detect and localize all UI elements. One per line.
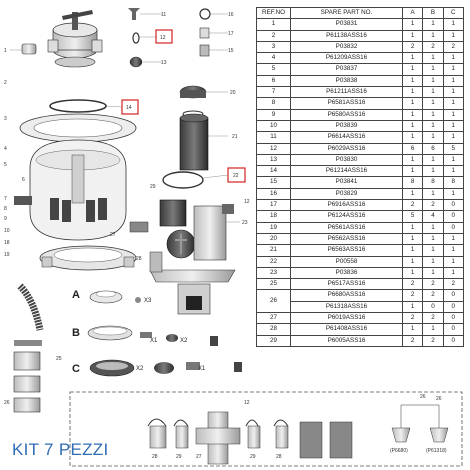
callout-3: 3 xyxy=(4,116,7,122)
cell-a: 1 xyxy=(403,75,423,86)
cell-c: 1 xyxy=(443,109,463,120)
cell-b: 1 xyxy=(423,245,443,256)
cell-a: 1 xyxy=(403,87,423,98)
cell-c: 2 xyxy=(443,41,463,52)
cell-part: P61408ASS16 xyxy=(291,324,403,335)
cell-b: 8 xyxy=(423,177,443,188)
cell-b: 1 xyxy=(423,53,443,64)
cell-a: 1 xyxy=(403,109,423,120)
table-row xyxy=(257,30,464,41)
callout-13: 13 xyxy=(161,60,167,66)
cell-c: 1 xyxy=(443,64,463,75)
callout-6: 6 xyxy=(22,177,25,183)
cell-a: 2 xyxy=(403,290,423,301)
qty-x1b: X1 xyxy=(198,366,206,372)
cell-part: P6029ASS16 xyxy=(291,143,403,154)
cell-ref: 29 xyxy=(257,335,291,346)
callout-12b: 12 xyxy=(244,199,250,205)
cell-b: 1 xyxy=(423,30,443,41)
callout-21: 21 xyxy=(232,134,238,140)
cell-a: 2 xyxy=(403,200,423,211)
cell-c: 0 xyxy=(443,313,463,324)
cell-c: 1 xyxy=(443,154,463,165)
table-row xyxy=(257,120,464,131)
cell-ref: 14 xyxy=(257,166,291,177)
kit-label-p61318: (P61318) xyxy=(426,448,447,454)
spare-parts-table xyxy=(256,7,464,347)
cell-c: 0 xyxy=(443,335,463,346)
cell-c: 0 xyxy=(443,222,463,233)
table-row xyxy=(257,19,464,30)
callout-25: 25 xyxy=(56,356,62,362)
handle-knob xyxy=(22,44,36,54)
cell-a: 1 xyxy=(403,120,423,131)
kit-label-27: 27 xyxy=(196,454,202,460)
callout-26: 26 xyxy=(4,400,10,406)
cell-part: P03836 xyxy=(291,267,403,278)
cell-c: 1 xyxy=(443,75,463,86)
cell-b: 1 xyxy=(423,222,443,233)
kit-title: KIT 7 PEZZI xyxy=(12,440,109,459)
small-parts-column xyxy=(128,8,210,67)
cell-part: P00558 xyxy=(291,256,403,267)
cell-part: P61214ASS16 xyxy=(291,166,403,177)
callout-17: 17 xyxy=(228,31,234,37)
cell-ref: 13 xyxy=(257,154,291,165)
cell-b: 1 xyxy=(423,132,443,143)
strainer-basket xyxy=(180,114,208,170)
cell-c: 1 xyxy=(443,98,463,109)
callout-29: 29 xyxy=(150,184,156,190)
cell-a: 1 xyxy=(403,53,423,64)
tank-base xyxy=(40,246,136,270)
table-row xyxy=(257,154,464,165)
cell-c: 1 xyxy=(443,132,463,143)
cell-b: 1 xyxy=(423,166,443,177)
table-row xyxy=(257,53,464,64)
cell-c: 0 xyxy=(443,211,463,222)
cell-b: 1 xyxy=(423,19,443,30)
cell-part: P03838 xyxy=(291,75,403,86)
cell-b: 1 xyxy=(423,120,443,131)
variant-c-label: C xyxy=(72,363,80,375)
cell-ref: 19 xyxy=(257,222,291,233)
cell-part: P6124ASS16 xyxy=(291,211,403,222)
callout-9: 9 xyxy=(4,216,7,222)
callout-18: 18 xyxy=(4,240,10,246)
callout-8: 8 xyxy=(4,206,7,212)
callout-7: 7 xyxy=(4,196,7,202)
cell-b: 1 xyxy=(423,267,443,278)
kit-label-26: 26 xyxy=(436,396,442,402)
qty-x2: X2 xyxy=(180,338,188,344)
cell-part: P6561ASS16 xyxy=(291,222,403,233)
cell-ref: 7 xyxy=(257,87,291,98)
callout-5: 5 xyxy=(4,162,7,168)
callout-20: 20 xyxy=(230,90,236,96)
table-row xyxy=(257,324,464,335)
callout-28: 28 xyxy=(136,256,142,262)
table-row xyxy=(257,222,464,233)
cell-part: P6562ASS16 xyxy=(291,233,403,244)
cell-a: 6 xyxy=(403,143,423,154)
cell-a: 1 xyxy=(403,30,423,41)
cell-c: 1 xyxy=(443,233,463,244)
callout-10: 10 xyxy=(4,228,10,234)
table-row xyxy=(257,75,464,86)
cell-part: P6580ASS16 xyxy=(291,109,403,120)
cell-c: 1 xyxy=(443,19,463,30)
cell-ref: 23 xyxy=(257,267,291,278)
table-row xyxy=(257,290,464,301)
cell-a: 1 xyxy=(403,19,423,30)
table-row xyxy=(257,41,464,52)
cell-a: 1 xyxy=(403,256,423,267)
callout-11: 11 xyxy=(161,12,167,18)
cell-b: 1 xyxy=(423,188,443,199)
cell-a: 2 xyxy=(403,41,423,52)
cell-c: 0 xyxy=(443,324,463,335)
qty-x3: X3 xyxy=(144,298,152,304)
header-ref: REF.NO xyxy=(257,8,291,19)
callout-12: 12 xyxy=(160,35,166,41)
table-row xyxy=(257,245,464,256)
cell-a: 1 xyxy=(403,301,423,312)
cell-part: P6916ASS16 xyxy=(291,200,403,211)
cell-b: 2 xyxy=(423,313,443,324)
table-row xyxy=(257,177,464,188)
pump-motor xyxy=(150,200,235,282)
callout-4: 4 xyxy=(4,146,7,152)
tank-gasket xyxy=(50,100,106,112)
sand-tank xyxy=(14,140,126,240)
cell-a: 2 xyxy=(403,313,423,324)
kit-label-29: 29 xyxy=(176,454,182,460)
pump-gasket-22 xyxy=(163,172,203,188)
table-row xyxy=(257,211,464,222)
table-row xyxy=(257,313,464,324)
cell-c: 1 xyxy=(443,53,463,64)
cell-ref: 1 xyxy=(257,19,291,30)
cell-part: P61318ASS16 xyxy=(291,301,403,312)
kit-label-28: 28 xyxy=(152,454,158,460)
hose-fitting-12 xyxy=(130,222,148,232)
callout-14: 14 xyxy=(126,105,132,111)
cell-c: 0 xyxy=(443,301,463,312)
cell-b: 0 xyxy=(423,301,443,312)
cell-ref: 21 xyxy=(257,245,291,256)
cell-a: 5 xyxy=(403,211,423,222)
cell-a: 1 xyxy=(403,132,423,143)
table-row xyxy=(257,132,464,143)
table-row xyxy=(257,64,464,75)
cell-part: P6517ASS16 xyxy=(291,279,403,290)
callout-27: 27 xyxy=(110,232,116,238)
cell-a: 2 xyxy=(403,335,423,346)
cell-a: 1 xyxy=(403,245,423,256)
cell-b: 2 xyxy=(423,335,443,346)
cell-b: 1 xyxy=(423,233,443,244)
cell-c: 0 xyxy=(443,290,463,301)
variant-b-label: B xyxy=(72,327,80,339)
callout-16: 16 xyxy=(228,12,234,18)
cell-b: 2 xyxy=(423,200,443,211)
cell-ref: 27 xyxy=(257,313,291,324)
cell-c: 1 xyxy=(443,30,463,41)
callout-22: 22 xyxy=(233,173,239,179)
callout-2: 2 xyxy=(4,80,7,86)
table-row xyxy=(257,279,464,290)
table-row xyxy=(257,200,464,211)
cell-b: 6 xyxy=(423,143,443,154)
cell-a: 1 xyxy=(403,154,423,165)
cell-c: 1 xyxy=(443,87,463,98)
cell-ref: 3 xyxy=(257,41,291,52)
kit-label-28b: 28 xyxy=(276,454,282,460)
kit-label-29b: 29 xyxy=(250,454,256,460)
cell-a: 1 xyxy=(403,188,423,199)
cell-c: 1 xyxy=(443,166,463,177)
callout-26b: 26 xyxy=(420,394,426,400)
cell-b: 2 xyxy=(423,290,443,301)
cell-b: 1 xyxy=(423,109,443,120)
cell-a: 1 xyxy=(403,267,423,278)
kit-label-p6680: (P6680) xyxy=(390,448,408,454)
cell-b: 1 xyxy=(423,87,443,98)
cell-part: P03832 xyxy=(291,41,403,52)
cell-ref: 12 xyxy=(257,143,291,154)
table-row xyxy=(257,87,464,98)
cell-a: 1 xyxy=(403,222,423,233)
cell-c: 0 xyxy=(443,200,463,211)
cell-c: 1 xyxy=(443,245,463,256)
callout-1: 1 xyxy=(4,48,7,54)
pump-lid xyxy=(180,86,206,117)
header-a: A xyxy=(403,8,423,19)
cell-part: P03841 xyxy=(291,177,403,188)
qty-x2b: X2 xyxy=(136,366,144,372)
table-row xyxy=(257,166,464,177)
cell-part: P6563ASS16 xyxy=(291,245,403,256)
cell-a: 1 xyxy=(403,98,423,109)
cell-ref: 22 xyxy=(257,256,291,267)
cell-a: 1 xyxy=(403,233,423,244)
cell-ref: 5 xyxy=(257,64,291,75)
cell-a: 1 xyxy=(403,64,423,75)
table-row xyxy=(257,188,464,199)
cell-part: P6019ASS16 xyxy=(291,313,403,324)
cell-b: 2 xyxy=(423,41,443,52)
kit-label-12: 12 xyxy=(244,400,250,406)
cell-b: 1 xyxy=(423,98,443,109)
cell-part: P03831 xyxy=(291,19,403,30)
cell-ref: 16 xyxy=(257,188,291,199)
variant-b-group xyxy=(88,326,178,342)
cell-ref: 20 xyxy=(257,233,291,244)
cell-ref: 15 xyxy=(257,177,291,188)
cell-part: P6581ASS16 xyxy=(291,98,403,109)
table-row xyxy=(257,267,464,278)
table-row xyxy=(257,109,464,120)
cell-part: P6005ASS16 xyxy=(291,335,403,346)
table-row xyxy=(257,335,464,346)
variant-c-group xyxy=(90,336,242,376)
table-row xyxy=(257,233,464,244)
cell-part: P03837 xyxy=(291,64,403,75)
table-row xyxy=(257,98,464,109)
cell-ref: 18 xyxy=(257,211,291,222)
cell-c: 1 xyxy=(443,188,463,199)
cell-b: 4 xyxy=(423,211,443,222)
cell-ref: 2 xyxy=(257,30,291,41)
cell-ref: 6 xyxy=(257,75,291,86)
cell-ref: 4 xyxy=(257,53,291,64)
cell-ref: 28 xyxy=(257,324,291,335)
cell-part: P03839 xyxy=(291,120,403,131)
table-row xyxy=(257,143,464,154)
cell-ref: 25 xyxy=(257,279,291,290)
cell-b: 1 xyxy=(423,75,443,86)
cell-part: P61209ASS16 xyxy=(291,53,403,64)
cell-part: P03829 xyxy=(291,188,403,199)
cell-part: P6614ASS16 xyxy=(291,132,403,143)
callout-15: 15 xyxy=(228,48,234,54)
header-b: B xyxy=(423,8,443,19)
cell-a: 1 xyxy=(403,166,423,177)
cell-a: 2 xyxy=(403,279,423,290)
cell-b: 2 xyxy=(423,279,443,290)
callout-23: 23 xyxy=(242,220,248,226)
cell-c: 5 xyxy=(443,143,463,154)
cell-ref: 8 xyxy=(257,98,291,109)
connector-hose-left xyxy=(14,286,42,412)
cell-c: 1 xyxy=(443,267,463,278)
cell-part: P03830 xyxy=(291,154,403,165)
multiport-valve xyxy=(48,10,102,67)
tank-clamp xyxy=(20,114,136,142)
kit-parts xyxy=(148,405,448,464)
cell-part: P61211ASS16 xyxy=(291,87,403,98)
cell-b: 1 xyxy=(423,256,443,267)
table-header-row xyxy=(257,8,464,19)
cell-ref: 9 xyxy=(257,109,291,120)
cell-ref: 10 xyxy=(257,120,291,131)
cell-ref: 26 xyxy=(257,290,291,313)
qty-x1: X1 xyxy=(150,338,158,344)
header-c: C xyxy=(443,8,463,19)
cell-b: 1 xyxy=(423,154,443,165)
cell-b: 1 xyxy=(423,324,443,335)
cell-part: P6680ASS16 xyxy=(291,290,403,301)
cell-c: 2 xyxy=(443,279,463,290)
cell-a: 1 xyxy=(403,324,423,335)
cell-c: 8 xyxy=(443,177,463,188)
variant-a-label: A xyxy=(72,289,80,301)
cell-c: 1 xyxy=(443,256,463,267)
cell-part: P61138ASS16 xyxy=(291,30,403,41)
cell-c: 1 xyxy=(443,120,463,131)
cell-b: 1 xyxy=(423,64,443,75)
callout-19: 19 xyxy=(4,252,10,258)
table-row xyxy=(257,256,464,267)
header-part: SPARE PART NO. xyxy=(291,8,403,19)
cell-a: 8 xyxy=(403,177,423,188)
cell-ref: 17 xyxy=(257,200,291,211)
table-body xyxy=(257,19,464,347)
cell-ref: 11 xyxy=(257,132,291,143)
